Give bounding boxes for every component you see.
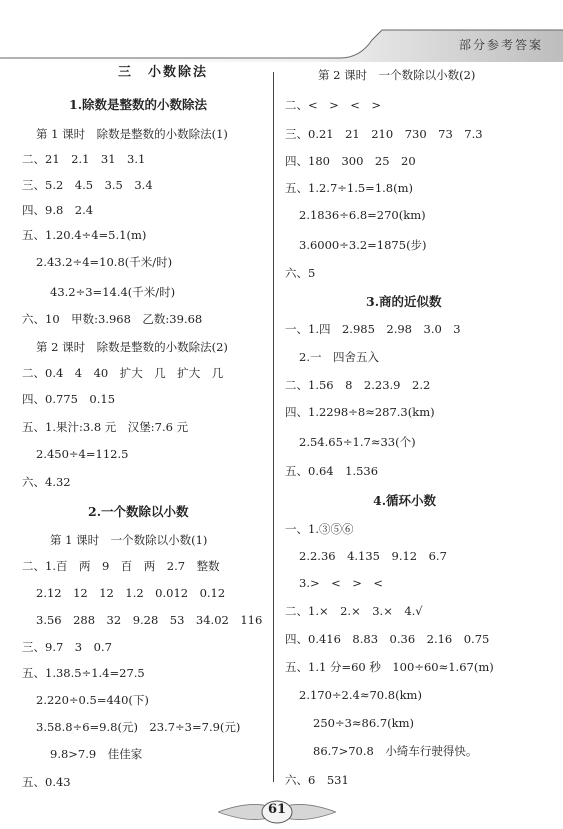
answer-line: 2.170÷2.4≈70.8(km) [299, 688, 422, 702]
answer-line: 五、1.1 分=60 秒 100÷60≈1.67(m) [285, 660, 494, 674]
section-title: 2.一个数除以小数 [88, 504, 189, 519]
answer-line: 五、1.果汁:3.8 元 汉堡:7.6 元 [22, 420, 189, 434]
answer-line: 四、1.2298÷8≈287.3(km) [285, 405, 435, 419]
answer-line: 2.43.2÷4=10.8(千米/时) [36, 255, 173, 269]
answer-line: 五、1.20.4÷4=5.1(m) [22, 228, 147, 242]
answer-line: 2.54.65÷1.7≈33(个) [299, 435, 416, 449]
answer-line: 三、9.7 3 0.7 [22, 640, 112, 654]
answer-line: 五、1.2.7÷1.5=1.8(m) [285, 181, 413, 195]
answer-line: 2.220÷0.5=440(下) [36, 693, 149, 707]
section-title: 4.循环小数 [373, 493, 437, 508]
answer-line: 三、0.21 21 210 730 73 7.3 [285, 127, 483, 141]
answer-line: 一、1.③⑤⑥ [285, 522, 354, 536]
answer-line: 六、5 [285, 266, 316, 280]
answer-line: 五、0.43 [22, 775, 71, 789]
answer-line: 二、< > < > [285, 98, 382, 112]
answer-line: 五、1.38.5÷1.4=27.5 [22, 666, 145, 680]
answer-line: 二、1.百 两 9 百 两 2.7 整数 [22, 559, 220, 573]
answer-line: 六、10 甲数:3.968 乙数:39.68 [22, 312, 203, 326]
answer-line: 五、0.64 1.536 [285, 464, 379, 478]
answer-line: 250÷3≈86.7(km) [313, 716, 414, 730]
chapter-title: 三 小数除法 [118, 65, 209, 80]
answer-line: 四、9.8 2.4 [22, 203, 94, 217]
page-number: 61 [267, 802, 287, 817]
answer-line: 3.> < > < [299, 576, 384, 590]
column-divider [273, 72, 274, 782]
answer-line: 2.一 四舍五入 [299, 350, 379, 364]
answer-line: 四、0.416 8.83 0.36 2.16 0.75 [285, 632, 490, 646]
lesson-heading: 第 2 课时 除数是整数的小数除法(2) [36, 340, 228, 354]
answer-line: 二、1.× 2.× 3.× 4.√ [285, 604, 423, 618]
answer-line: 三、5.2 4.5 3.5 3.4 [22, 178, 153, 192]
answer-line: 9.8>7.9 佳佳家 [50, 747, 143, 761]
section-title: 3.商的近似数 [366, 294, 442, 309]
section-title: 1.除数是整数的小数除法 [69, 97, 208, 112]
answer-line: 2.2.36 4.135 9.12 6.7 [299, 549, 447, 563]
answer-line: 二、1.56 8 2.23.9 2.2 [285, 378, 431, 392]
answer-line: 43.2÷3=14.4(千米/时) [50, 285, 176, 299]
answer-line: 2.450÷4=112.5 [36, 447, 129, 461]
header-label: 部分参考答案 [458, 38, 543, 52]
answer-line: 2.1836÷6.8=270(km) [299, 208, 426, 222]
answer-line: 六、6 531 [285, 773, 349, 787]
answer-line: 3.6000÷3.2=1875(步) [299, 238, 427, 252]
lesson-heading: 第 1 课时 除数是整数的小数除法(1) [36, 127, 228, 141]
answer-line: 四、0.775 0.15 [22, 392, 116, 406]
answer-line: 四、180 300 25 20 [285, 154, 416, 168]
answer-line: 二、21 2.1 31 3.1 [22, 152, 146, 166]
answer-line: 一、1.四 2.985 2.98 3.0 3 [285, 322, 461, 336]
answer-line: 3.58.8÷6=9.8(元) 23.7÷3=7.9(元) [36, 720, 241, 734]
lesson-heading: 第 2 课时 一个数除以小数(2) [318, 68, 476, 82]
answer-line: 3.56 288 32 9.28 53 34.02 116 [36, 613, 263, 627]
lesson-heading: 第 1 课时 一个数除以小数(1) [50, 533, 208, 547]
answer-line: 2.12 12 12 1.2 0.012 0.12 [36, 586, 226, 600]
answer-line: 二、0.4 4 40 扩大 几 扩大 几 [22, 366, 224, 380]
answer-line: 86.7>70.8 小绮车行驶得快。 [313, 744, 478, 758]
answer-line: 六、4.32 [22, 475, 71, 489]
